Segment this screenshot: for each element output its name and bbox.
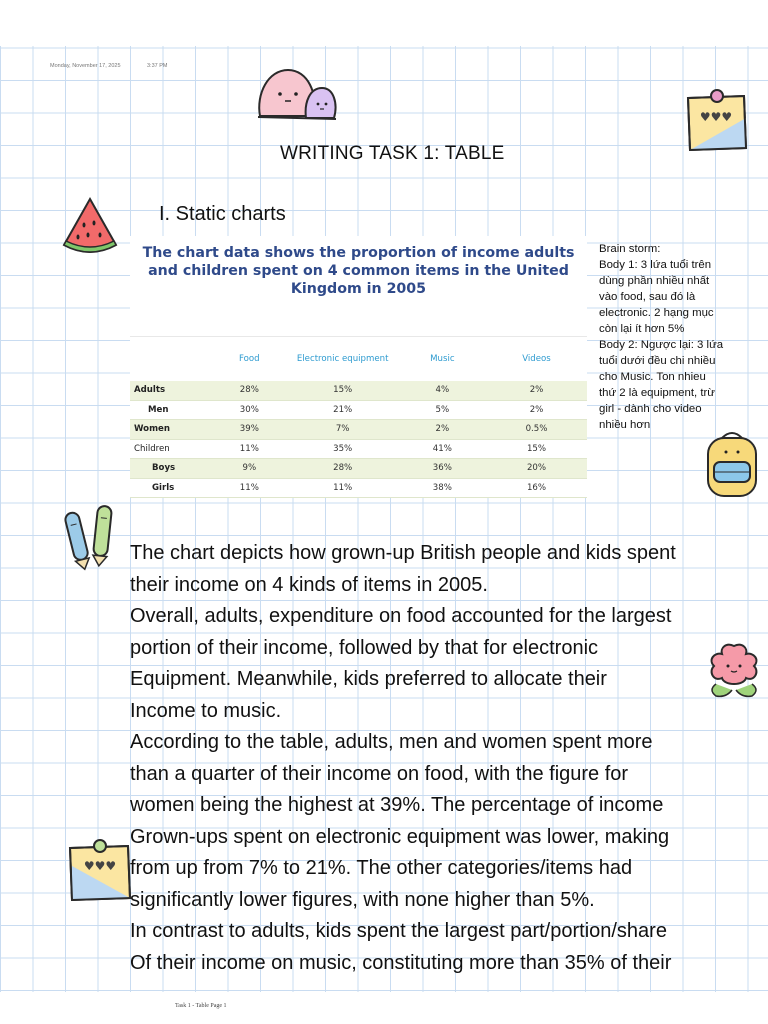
data-table [130,336,587,498]
brainstorm-line: cho Music. Ton nhieu [599,371,706,383]
table-corner [130,337,212,382]
table-cell: 11% [212,478,287,498]
blob-friends-icon [254,64,338,122]
brainstorm-line: Body 2: Ngược lại: 3 lứa [599,339,724,351]
essay-line: from up from 7% to 21%. The other categories/items had [130,857,633,879]
essay-line: than a quarter of their income on food, with the figure for [130,762,629,785]
brainstorm-line: electronic. 2 hạng mục [599,307,714,319]
sticky-note-icon [64,836,136,902]
sticky-note-icon [680,88,750,152]
table-cell: 39% [212,420,287,440]
brainstorm-line: tuổi dưới đều chi nhiều [599,355,716,367]
essay-text [130,538,768,979]
column-header: Videos [486,337,587,382]
page-header-area [0,0,768,46]
chart-caption-line: and children spent on 4 common items in the United [148,263,569,279]
page-time: 3:37 PM [147,63,168,69]
chart-caption-line: Kingdom in 2005 [290,281,427,297]
table-row [130,381,587,400]
brainstorm-line: còn lại ít hơn 5% [599,323,685,335]
table-cell: 28% [287,459,399,479]
table-cell: 35% [287,439,399,459]
svg-text:♥♥♥: ♥♥♥ [83,859,117,873]
brainstorm-line: Brain storm: [599,243,661,255]
table-row [130,420,587,440]
page-title: WRITING TASK 1: TABLE [280,143,505,164]
essay-line: Of their income on music, constituting more than 35% of their [130,951,672,974]
table-image [130,236,587,498]
essay-line: women being the highest at 39%. The percentage of income [130,794,664,816]
chart-caption [130,244,587,298]
table-cell: 41% [399,439,486,459]
brainstorm-line: vào food, sau đó là [599,291,696,303]
table-cell: 15% [486,439,587,459]
essay-line: significantly lower figures, with none higher than 5%. [130,888,595,911]
table-cell: 2% [486,381,587,400]
essay-line: Grown-ups spent on electronic equipment was lower, making [130,825,670,848]
page-footer: Task 1 - Table Page 1 [175,1003,227,1009]
brainstorm-line: girl - dành cho video [599,403,702,415]
essay-line: The chart depicts how grown-up British people and kids spent [130,542,676,564]
table-cell: 36% [399,459,486,479]
table-cell: 4% [399,381,486,400]
table-cell: 0.5% [486,420,587,440]
essay-line: portion of their income, followed by that for electronic [130,636,599,659]
essay-line: their income on 4 kinds of items in 2005. [130,573,488,596]
table-row [130,439,587,459]
page-footer-area [0,992,768,1024]
watermelon-icon [60,195,120,257]
row-label: Adults [130,381,212,400]
backpack-icon [700,428,764,500]
essay-line: Income to music. [130,699,282,722]
table-cell: 11% [287,478,399,498]
chart-caption-line: The chart data shows the proportion of income adults [142,245,575,261]
svg-text:♥♥♥: ♥♥♥ [699,110,733,124]
table-cell: 28% [212,381,287,400]
pencils-icon [62,502,120,572]
brainstorm-notes [599,241,761,433]
column-header: Electronic equipment [287,337,399,382]
table-cell: 16% [486,478,587,498]
table-cell: 15% [287,381,399,400]
table-row [130,478,587,498]
table-row [130,400,587,420]
essay-line: In contrast to adults, kids spent the largest part/portion/share [130,920,667,942]
table-cell: 2% [399,420,486,440]
essay-line: Equipment. Meanwhile, kids preferred to allocate their [130,668,607,690]
table-cell: 2% [486,400,587,420]
brainstorm-line: nhiều hơn [599,419,651,431]
row-label: Children [130,439,212,459]
page-date: Monday, November 17, 2025 [50,63,121,69]
table-cell: 21% [287,400,399,420]
table-row [130,459,587,479]
column-header: Music [399,337,486,382]
table-cell: 9% [212,459,287,479]
brainstorm-line: dùng phần nhiều nhất [599,275,710,287]
column-header: Food [212,337,287,382]
table-cell: 20% [486,459,587,479]
brainstorm-line: thứ 2 là equipment, trừ [599,387,715,399]
row-label: Girls [130,478,212,498]
table-cell: 38% [399,478,486,498]
essay-line: According to the table, adults, men and women spent more [130,731,653,753]
table-cell: 7% [287,420,399,440]
row-label: Women [130,420,212,440]
row-label: Boys [130,459,212,479]
brainstorm-line: Body 1: 3 lứa tuổi trên [599,259,712,271]
table-cell: 11% [212,439,287,459]
table-cell: 5% [399,400,486,420]
section-heading: I. Static charts [159,203,286,225]
essay-line: Overall, adults, expenditure on food accounted for the largest [130,605,672,627]
row-label: Men [130,400,212,420]
table-cell: 30% [212,400,287,420]
